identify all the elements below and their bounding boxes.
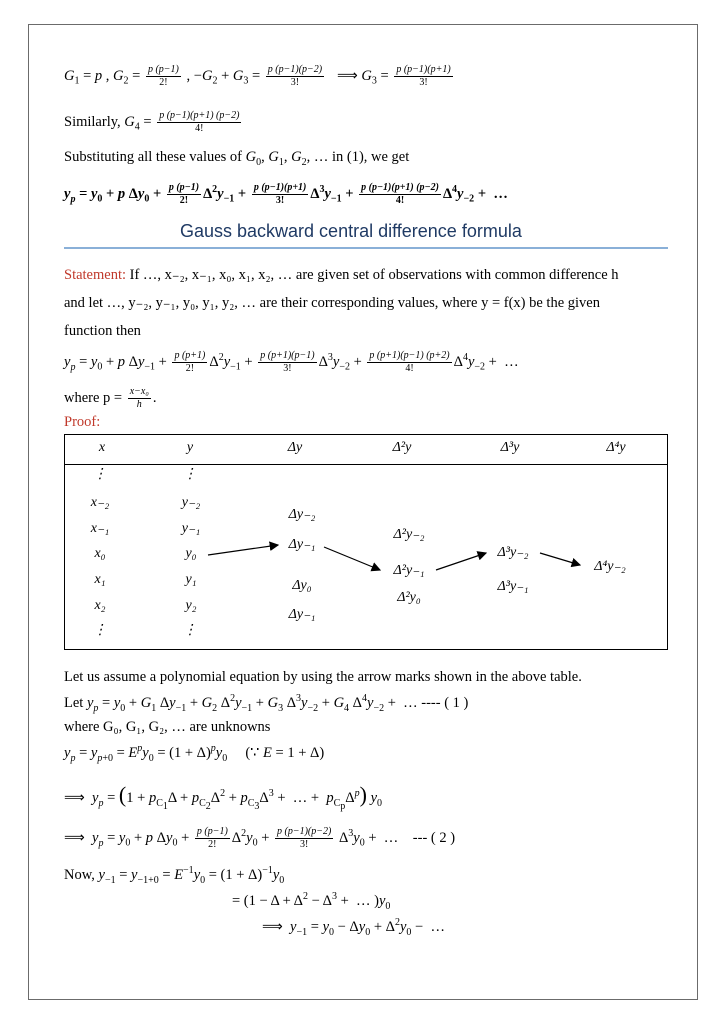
x-cell: x₂ bbox=[94, 598, 106, 613]
substituting-line: Substituting all these values of $G_0$, $G_1$, $G_2$, … in (1), we get bbox=[64, 149, 410, 168]
x-cell: x₁ bbox=[94, 572, 106, 587]
x-cell: x₋₁ bbox=[90, 521, 110, 536]
d2-cell: Δ²y₋₁ bbox=[393, 563, 425, 578]
d1-cell: Δy₋₂ bbox=[288, 507, 316, 522]
x-cell: x₋₂ bbox=[90, 495, 110, 510]
table-header-rule bbox=[64, 464, 668, 465]
shift-operator-line: $y_p = y_{p+0} = E^py_0 = (1 + \Delta)^py_0$ (∵ E = 1 + Δ) bbox=[64, 743, 325, 764]
now-line: Now, $y_{-1} = y_{-1+0} = E^{-1}y_0 = (1 + \Delta)^{-1}y_0$ bbox=[64, 865, 285, 886]
d2-cell: Δ²y₀ bbox=[397, 590, 421, 605]
y-cell: ⋮ bbox=[183, 623, 197, 638]
g4-line: Similarly, $G_4$ = $\frac{p (p-1)(p+1) (p-2)}{4!}$ bbox=[64, 110, 240, 134]
backward-formula: $y_p = y_0 + p$ $\Delta y_{-1}$ + $\frac{p (p+1)}{2!}$ $\Delta^2y_{-1}$ + $\frac{p (p+1)(p-1)}{3!}$ $\Delta^3y_{-2}$ + $\frac{p (p+1)(p-1) (p+2)}{4!}$ $\Delta^4y_{-2}$ + … bbox=[64, 350, 519, 374]
d1-cell: Δy₀ bbox=[292, 578, 312, 593]
d1-cell: Δy₋₁ bbox=[288, 607, 316, 622]
binomial-line: ⟹ $y_p = (1 + p_{C_1}\Delta + p_{C_2}\Delta^2 + p_{C_3}\Delta^3$ + … + $p_{C_p}\Delta^p$) $y_0$ bbox=[64, 782, 382, 812]
d3-cell: Δ³y₋₂ bbox=[497, 545, 529, 560]
eq2-line: ⟹ $y_p = y_0 + p$ $\Delta y_0$ + $\frac{p (p-1)}{2!}$ $\Delta^2y_0$ + $\frac{p (p-1)(p-2)}{3!}$ $\Delta^3y_0$ + … --- ( 2 ) bbox=[64, 826, 456, 850]
d4-cell: Δ⁴y₋₂ bbox=[594, 559, 626, 574]
assume-line: Let us assume a polynomial equation by using the arrow marks shown in the above table. bbox=[64, 669, 582, 685]
y-cell: y₂ bbox=[185, 598, 197, 613]
header-y: y bbox=[186, 440, 194, 455]
result-line: ⟹ $y_{-1} = y_0 - \Delta y_0 + \Delta^2y_0$ − … bbox=[262, 917, 445, 938]
section-heading: Gauss backward central difference formula bbox=[180, 221, 522, 241]
header-dy: Δy bbox=[287, 440, 303, 455]
where-p-line: where p = $\frac{\text{x−x₀}}{h}$ . bbox=[64, 386, 157, 410]
forward-formula: $y_p = y_0 + p$ $\Delta y_0$ + $\frac{p (p-1)}{2!}$ $\Delta^2y_{-1}$ + $\frac{p (p-1)(p+1)}{3!}$ $\Delta^3y_{-1}$ + $\frac{p (p-1)(p+1) (p-2)}{4!}$ $\Delta^4y_{-2}$ + … bbox=[64, 182, 508, 206]
eq1-line: Let $y_p = y_0 + G_1$ $\Delta y_{-1} + G_2$ $\Delta^2y_{-1} + G_3$ $\Delta^3y_{-2} + G_4$ $\Delta^4y_{-2}$ + … ---- ( 1 ) bbox=[64, 693, 469, 714]
header-d3y: Δ³y bbox=[500, 440, 520, 455]
heading-rule bbox=[64, 247, 668, 249]
unknowns-line: where G₀, G₁, G₂, … are unknowns bbox=[64, 719, 271, 735]
y-cell: y₋₁ bbox=[181, 521, 201, 536]
header-d2y: Δ²y bbox=[392, 440, 412, 455]
x-cell: ⋮ bbox=[93, 623, 107, 638]
statement-paragraph: Statement: If …, x₋₂, x₋₁, x₀, x₁, x₂, … are given set of observations with common difference h and let …, y₋₂, y₋₁, y₀, y₁, y₂, … are their corresponding values, where y = f(x) be the given function then bbox=[64, 267, 619, 339]
y-cell: y₀ bbox=[185, 546, 197, 561]
header-d4y: Δ⁴y bbox=[606, 440, 626, 455]
d2-cell: Δ²y₋₂ bbox=[393, 527, 425, 542]
difference-table bbox=[64, 434, 668, 650]
d1-cell: Δy₋₁ bbox=[288, 537, 316, 552]
d3-cell: Δ³y₋₁ bbox=[497, 579, 529, 594]
y-cell: ⋮ bbox=[183, 467, 197, 482]
expansion-line: = ($1 - \Delta + \Delta^2 - \Delta^3$ + … )$y_0$ bbox=[232, 891, 391, 912]
statement-label: Statement: bbox=[64, 267, 127, 283]
proof-label: Proof: bbox=[64, 414, 101, 430]
g-values-line: $G_1 = p$ , $G_2$ = $\frac{p (p-1)}{2!}$ , $-G_2 + G_3$ = $\frac{p (p-1)(p-2)}{3!}$ ⟹ $G_3$ = $\frac{p (p-1)(p+1)}{3!}$ bbox=[64, 64, 451, 88]
header-x: x bbox=[98, 440, 106, 455]
y-cell: y₁ bbox=[185, 572, 197, 587]
y-cell: y₋₂ bbox=[181, 495, 201, 510]
x-cell: x₀ bbox=[94, 546, 106, 561]
x-cell: ⋮ bbox=[93, 467, 107, 482]
